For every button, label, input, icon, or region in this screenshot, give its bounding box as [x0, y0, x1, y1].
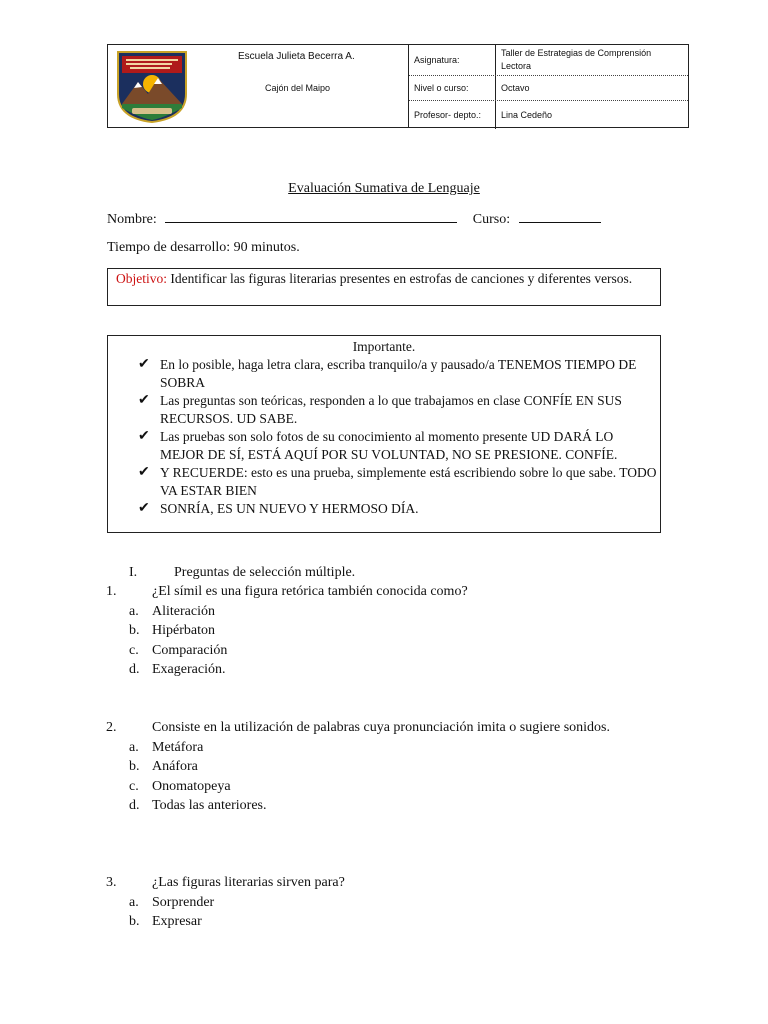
option-b[interactable]: b. Expresar [129, 914, 202, 929]
header-info-table [409, 45, 688, 127]
important-list [108, 356, 660, 518]
list-item: ✔ SONRÍA, ES UN NUEVO Y HERMOSO DÍA. [138, 501, 419, 516]
nombre-field[interactable] [165, 210, 457, 223]
question-1 [106, 582, 672, 680]
header-row-teacher [409, 101, 688, 129]
question-text: Consiste en la utilización de palabras cuya pronunciación imita o sugiere sonidos. [152, 720, 610, 735]
option-b[interactable]: b. Hipérbaton [129, 623, 215, 638]
curso-label: Curso: [472, 212, 511, 227]
option-c[interactable]: c. Onomatopeya [129, 778, 231, 794]
list-item: ✔ En lo posible, haga letra clara, escriba tranquilo/a y pausado/a TENEMOS TIEMPO DE SOBRA [138, 357, 637, 390]
list-item: ✔ Las preguntas son teóricas, responden a lo que trabajamos en clase CONFÍE EN SUS RECURSOS. UD SABE. [138, 393, 622, 426]
page-title: Evaluación Sumativa de Lenguaje [288, 181, 480, 196]
school-name: Escuela Julieta Becerra A. [238, 51, 355, 62]
option-a[interactable]: a. Sorprender [129, 894, 215, 910]
checkmark-icon: ✔ [138, 465, 150, 480]
question-number: 1. [106, 584, 117, 599]
list-item: ✔ Y RECUERDE: esto es una prueba, simplemente está escribiendo sobre lo que sabe. TODO VA ESTAR BIEN [138, 465, 657, 498]
name-course-line [107, 210, 601, 228]
teacher-label: Profesor- depto.: [409, 101, 496, 129]
checkmark-icon: ✔ [138, 429, 150, 444]
header-table [107, 44, 689, 128]
option-c[interactable]: c. Comparación [129, 642, 228, 658]
question-number: 3. [106, 875, 117, 890]
checkmark-icon: ✔ [138, 501, 150, 516]
nombre-label: Nombre: [107, 212, 157, 227]
header-row-subject [409, 45, 688, 76]
objective-label: Objetivo: [116, 271, 167, 286]
objective-text: Identificar las figuras literarias presentes en estrofas de canciones y diferentes versos. [170, 271, 633, 286]
question-2 [106, 718, 672, 816]
question-number: 2. [106, 720, 117, 735]
curso-field[interactable] [519, 210, 601, 223]
checkmark-icon: ✔ [138, 393, 150, 408]
level-label: Nivel o curso: [409, 76, 496, 100]
header-left-cell [108, 45, 409, 127]
header-row-level [409, 76, 688, 101]
option-d[interactable]: d. Todas las anteriores. [129, 798, 267, 813]
section-title: Preguntas de selección múltiple. [174, 565, 356, 580]
question-text: ¿El símil es una figura retórica también conocida como? [152, 584, 468, 599]
subject-value: Taller de Estrategias de Comprensión Lectora [501, 48, 652, 71]
section-numeral: I. [129, 565, 138, 580]
checkmark-icon: ✔ [138, 357, 150, 372]
list-item: ✔ Las pruebas son solo fotos de su conocimiento al momento presente UD DARÁ LO MEJOR DE SÍ, ESTÁ AQUÍ POR SU VOLUNTAD, NO SE PRESIONE. CONFÍE. [138, 429, 618, 462]
important-heading: Importante. [352, 339, 416, 354]
level-value: Octavo [501, 82, 530, 93]
important-box [107, 335, 661, 533]
section-heading [129, 563, 355, 583]
option-d[interactable]: d. Exageración. [129, 662, 226, 677]
tiempo-text: Tiempo de desarrollo: 90 minutos. [107, 240, 300, 255]
teacher-value: Lina Cedeño [501, 109, 553, 120]
option-a[interactable]: a. Aliteración [129, 603, 215, 619]
option-b[interactable]: b. Anáfora [129, 759, 198, 774]
question-text: ¿Las figuras literarias sirven para? [152, 875, 345, 890]
school-crest-icon [114, 48, 190, 124]
option-a[interactable]: a. Metáfora [129, 739, 204, 755]
question-3 [106, 873, 672, 932]
objective-box [107, 268, 661, 306]
subject-label: Asignatura: [409, 45, 496, 75]
school-location: Cajón del Maipo [265, 83, 331, 93]
